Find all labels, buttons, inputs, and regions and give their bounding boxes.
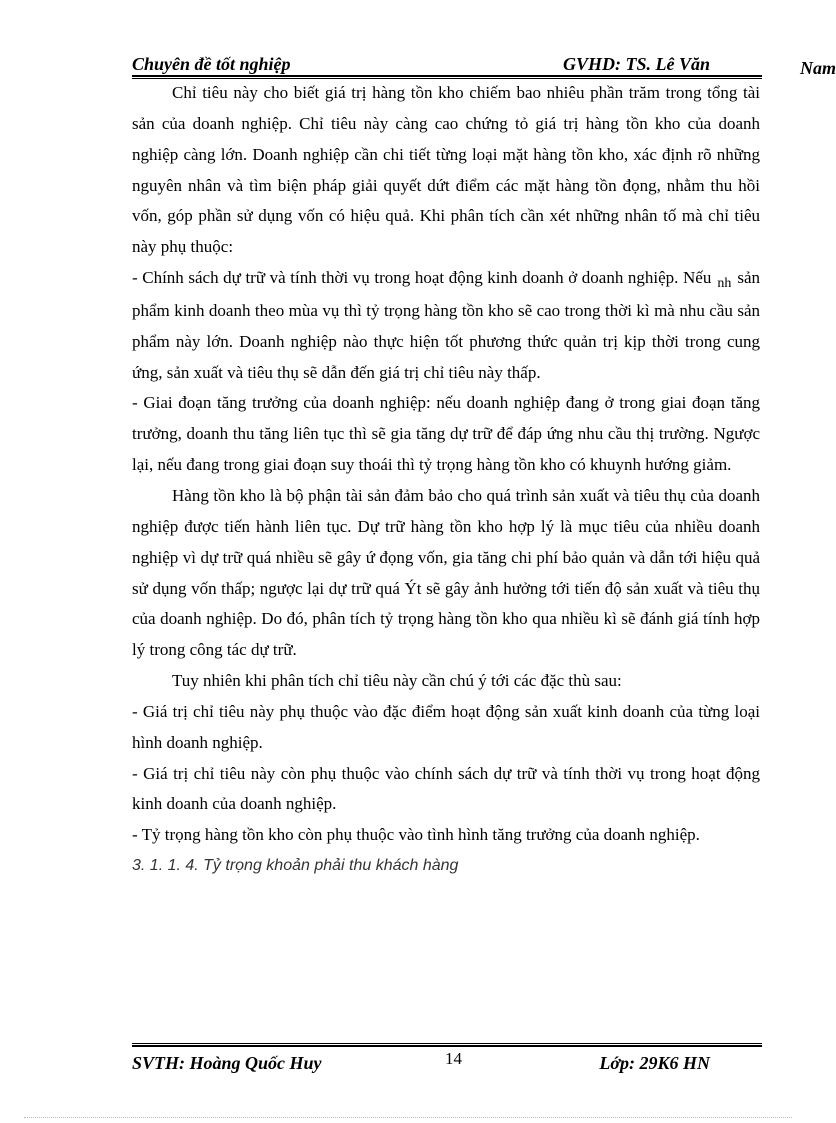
bullet-policy — [132, 263, 760, 388]
header-title: Chuyên đề tốt nghiệp — [132, 54, 291, 74]
bullet-policy-rest: sản phẩm kinh doanh theo mùa vụ thì tỷ trọng hàng tồn kho sẽ cao trong thời kì mà nhu cầu sản phẩm này lớn. Doanh nghiệp nào thực hiện tốt phương thức quản trị kịp thời trong cung ứng, sản xuất và tiêu thụ sẽ dẫn đến giá trị chỉ tiêu này thấp. — [132, 268, 760, 382]
header-advisor: GVHD: TS. Lê Văn — [562, 54, 710, 74]
header-advisor-surname: Nam — [800, 58, 836, 78]
page-header — [132, 50, 836, 80]
footer-student: SVTH: Hoàng Quốc Huy — [132, 1053, 322, 1073]
page-body — [132, 78, 760, 882]
bullet-note-business: - Giá trị chỉ tiêu này phụ thuộc vào đặc điểm hoạt động sản xuất kinh doanh của từng loại hình doanh nghiệp. — [132, 701, 760, 752]
paragraph-inventory: Hàng tồn kho là bộ phận tài sản đảm bảo cho quá trình sản xuất và tiêu thụ của doanh nghiệp được tiến hành liên tục. Dự trữ hàng tồn kho hợp lý là mục tiêu của nhiều doanh nghiệp vì dự trữ quá nhiều sẽ gây ứ đọng vốn, gia tăng chi phí bảo quản và dẫn tới hiệu quả sử dụng vốn thấp; ngược lại dự trữ quá Ýt sẽ gây ảnh hưởng tới tiến độ sản xuất và tiêu thụ của doanh nghiệp. Do đó, phân tích tỷ trọng hàng tồn kho qua nhiều kì sẽ đánh giá tính hợp lý trong công tác dự trữ. — [132, 485, 760, 660]
bullet-note-growth: - Tỷ trọng hàng tồn kho còn phụ thuộc vào tình hình tăng trưởng của doanh nghiệp. — [132, 825, 700, 845]
page-bottom-border — [24, 1117, 792, 1118]
bullet-policy-fragment: nh — [717, 276, 732, 292]
bullet-policy-start: - Chính sách dự trữ và tính thời vụ trong hoạt động kinh doanh ở doanh nghiệp. Nếu — [132, 268, 712, 288]
page-footer — [132, 1043, 762, 1083]
paragraph-notes-intro: Tuy nhiên khi phân tích chỉ tiêu này cần chú ý tới các đặc thù sau: — [172, 671, 622, 691]
paragraph-intro: Chỉ tiêu này cho biết giá trị hàng tồn kho chiếm bao nhiêu phần trăm trong tổng tài sản của doanh nghiệp. Chỉ tiêu này càng cao chứng tỏ giá trị hàng tồn kho của doanh nghiệp càng lớn. Doanh nghiệp cần chi tiết từng loại mặt hàng tồn kho, xác định rõ những nguyên nhân và tìm biện pháp giải quyết dứt điểm các mặt hàng tồn đọng, nhằm thu hồi vốn, góp phần sử dụng vốn có hiệu quả. Khi phân tích cần xét những nhân tố mà chỉ tiêu này phụ thuộc: — [132, 83, 760, 257]
footer-class: Lớp: 29K6 HN — [599, 1053, 710, 1073]
section-heading: 3. 1. 1. 4. Tỷ trọng khoản phải thu khách hàng — [132, 857, 459, 875]
bullet-growth-stage: - Giai đoạn tăng trưởng của doanh nghiệp: nếu doanh nghiệp đang ở trong giai đoạn tăng trưởng, doanh thu tăng liên tục thì sẽ gia tăng dự trữ để đáp ứng nhu cầu thị trường. Ngược lại, nếu đang trong giai đoạn suy thoái thì tỷ trọng hàng tồn kho có khuynh hướng giảm. — [132, 393, 760, 475]
bullet-note-policy: - Giá trị chỉ tiêu này còn phụ thuộc vào chính sách dự trữ và tính thời vụ trong hoạt động kinh doanh của doanh nghiệp. — [132, 763, 760, 814]
page-number: 14 — [445, 1049, 462, 1068]
footer-rule — [132, 1043, 762, 1047]
